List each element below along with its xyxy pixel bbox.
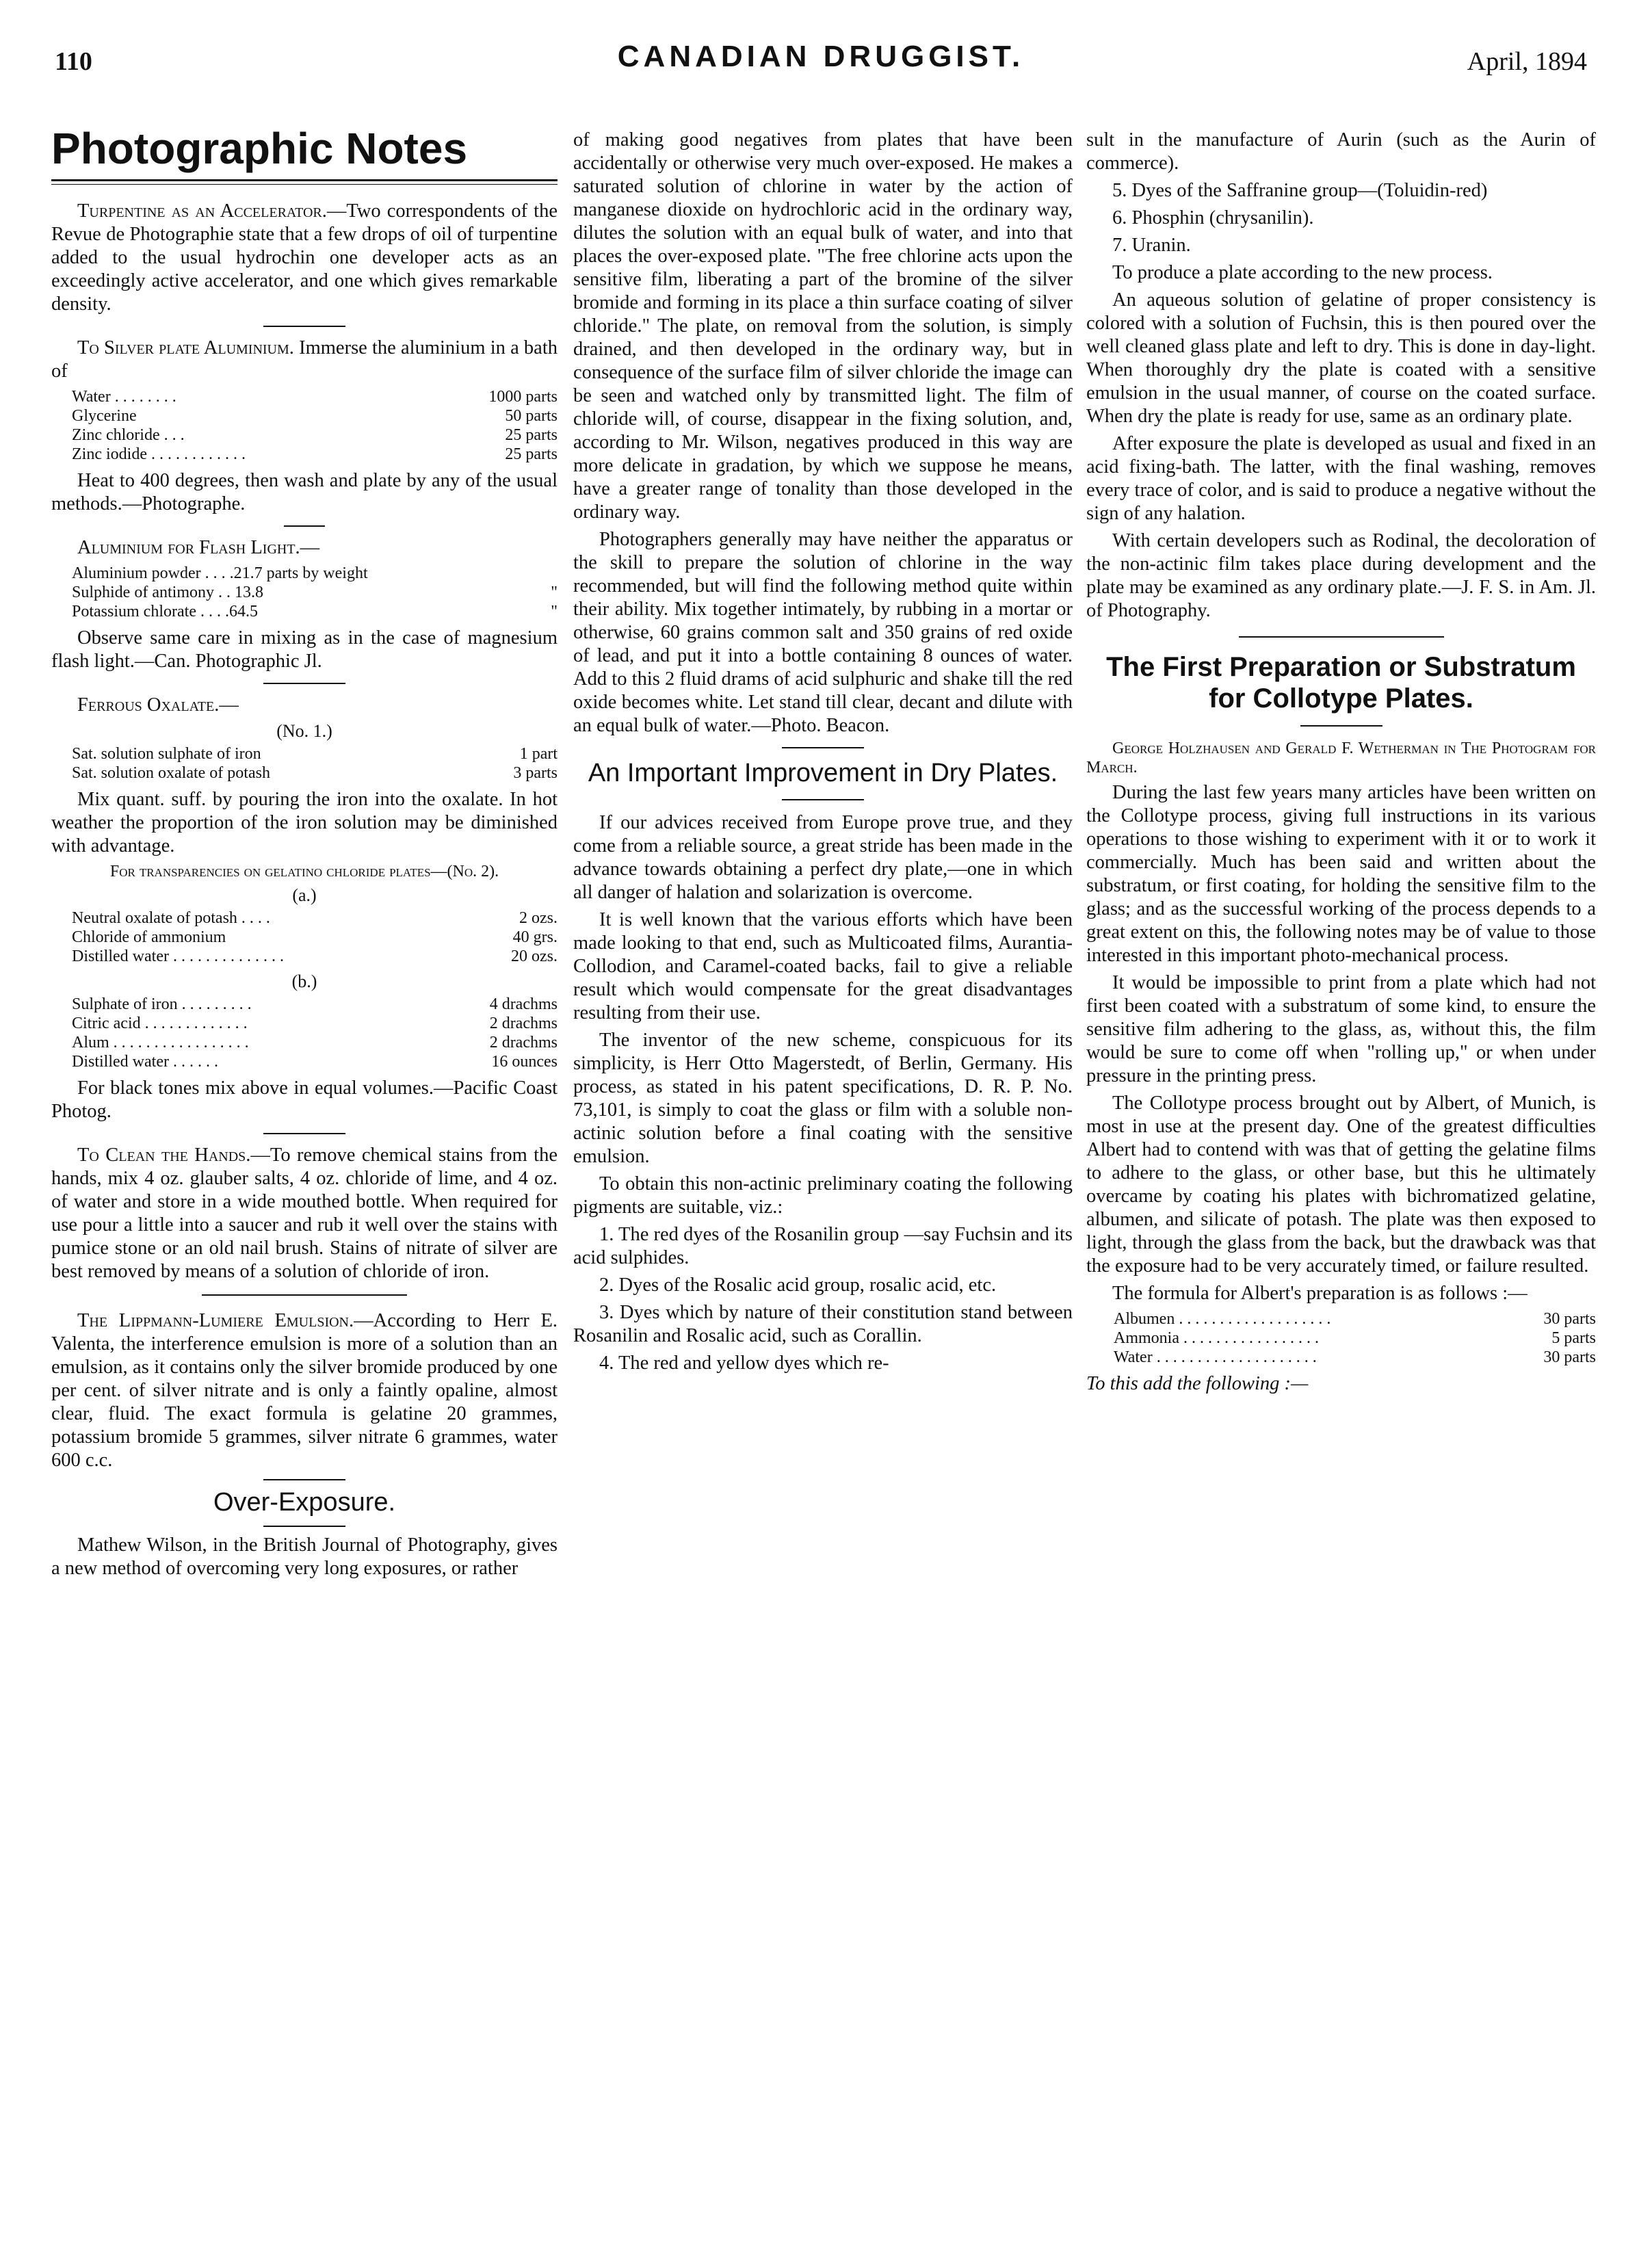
hands-heading: To Clean the Hands.: [77, 1145, 251, 1166]
table-row: Sat. solution oxalate of potash 3 parts: [72, 764, 558, 782]
collotype-heading: The First Preparation or Substratum for Collotype Plates.: [1106, 652, 1576, 714]
section-title: Photographic Notes: [51, 124, 468, 173]
turpentine-heading: Turpentine as an Accelerator.: [77, 200, 327, 222]
title-rule: [51, 179, 558, 185]
divider: [263, 1526, 345, 1527]
table-row: Distilled water . . . . . . 16 ounces: [72, 1053, 558, 1071]
list-item: 6. Phosphin (chrysanilin).: [1112, 207, 1314, 228]
divider: [263, 326, 345, 327]
table-row: Zinc chloride . . . 25 parts: [72, 426, 558, 444]
divider: [284, 525, 325, 527]
collotype-paragraph-3: The Collotype process brought out by Albert, of Munich, is most in use at the present day. One of the greatest difficulties Albert had to contend with was that of getting the gelatine films to adhere to the glass, or other base, but this he ultimately overcame by coating his plates with bichromatized gelatine, albumen, and silicate of potash. The plate was then exposed to light, through the glass from the back, but the drawback was that the exposure had to be very accurately timed, or failure resulted.: [1086, 1093, 1596, 1277]
page-number: 110: [55, 47, 92, 76]
part-a-label: (a.): [292, 885, 317, 905]
lippmann-text: —According to Herr E. Valenta, the interference emulsion is more of a solution than an emulsion, as it contains only the silver bromide produced by one per cent. of silver nitrate and is only a faintly opaline, almost clear, fluid. The exact formula is gelatine 20 grammes, potassium bromide 5 grammes, silver nitrate 6 grammes, water 600 c.c.: [51, 1310, 558, 1471]
column-3: [1086, 129, 1596, 1400]
list-item: 7. Uranin.: [1112, 235, 1191, 256]
flash-after: Observe same care in mixing as in the case of magnesium flash light.—Can. Photographic Jl.: [51, 627, 558, 672]
silver-after: Heat to 400 degrees, then wash and plate by any of the usual methods.—Photographe.: [51, 470, 558, 514]
table-row: Alum . . . . . . . . . . . . . . . . . 2 drachms: [72, 1034, 558, 1051]
list-item: 3. Dyes which by nature of their constitution stand between Rosanilin and Rosalic acid, such as Corallin.: [573, 1302, 1073, 1346]
table-row: Sulphide of antimony . . 13.8 ": [72, 584, 558, 601]
table-row: Potassium chlorate . . . .64.5 ": [72, 603, 558, 620]
table-row: Water . . . . . . . . 1000 parts: [72, 388, 558, 406]
table-row: Ammonia . . . . . . . . . . . . . . . . . 5 parts: [1114, 1329, 1596, 1347]
table-row: Chloride of ammonium 40 grs.: [72, 928, 558, 946]
trans-table-a: [72, 909, 558, 966]
ferrous-heading: Ferrous Oxalate.—: [77, 694, 239, 716]
ferrous-after: Mix quant. suff. by pouring the iron into the oxalate. In hot weather the proportion of the iron solution may be diminished with advantage.: [51, 789, 558, 857]
silver-paragraph: [51, 337, 558, 383]
process-paragraph-1: An aqueous solution of gelatine of proper consistency is colored with a solution of Fuchsin, this is then poured over the well cleaned glass plate and left to dry. This is done in day-light. When thoroughly dry the plate is coated with a sensitive emulsion in the usual manner, of course on the coated surface. When dry the plate is ready for use, same as an ordinary plate.: [1086, 289, 1596, 427]
process-intro: To produce a plate according to the new process.: [1112, 262, 1493, 283]
lippmann-heading: The Lippmann-Lumiere Emulsion.: [77, 1310, 354, 1331]
collotype-byline: George Holzhausen and Gerald F. Wetherman in The Photogram for March.: [1086, 740, 1596, 776]
list-item: 2. Dyes of the Rosalic acid group, rosalic acid, etc.: [599, 1275, 997, 1296]
list-item: 5. Dyes of the Saffranine group—(Toluidin-red): [1112, 180, 1488, 201]
masthead: CANADIAN DRUGGIST.: [617, 40, 1025, 73]
dry-plates-paragraph-4: To obtain this non-actinic preliminary coating the following pigments are suitable, viz.:: [573, 1173, 1073, 1218]
list-item: 4. The red and yellow dyes which re-: [599, 1352, 889, 1374]
dry-plates-paragraph-1: If our advices received from Europe prove true, and they come from a reliable source, a great stride has been made in the advance towards obtaining a perfect dry plate,—one in which all danger of halation and solarization is overcome.: [573, 812, 1073, 903]
transparencies-heading: For transparencies on gelatino chloride plates—(No. 2).: [109, 863, 499, 880]
over-exposure-text: Mathew Wilson, in the British Journal of Photography, gives a new method of overcoming very long exposures, or rather: [51, 1534, 558, 1579]
table-row: Sat. solution sulphate of iron 1 part: [72, 745, 558, 763]
collotype-paragraph-1: During the last few years many articles have been written on the Collotype process, giving full instructions in its various operations to those wishing to experiment with it or to work it commercially. Much has been said and written about the substratum, or first coating, for holding the sensitive film to the glass; and as the successful working of the process depends to a great extent on this, the following notes may be of value to those interested in this important photo-mechanical process.: [1086, 782, 1596, 966]
divider: [1300, 725, 1382, 727]
page-header: [55, 34, 1587, 75]
dry-plates-paragraph-3: The inventor of the new scheme, conspicuous for its simplicity, is Herr Otto Magerstedt, of Berlin, Germany. His process, as stated in his patent specifications, D. R. P. No. 73,101, is simply to coat the glass or film with a soluble non-actinic solution before a final coating with the sensitive emulsion.: [573, 1030, 1073, 1167]
ferrous-recipe-table: [72, 744, 558, 783]
issue-date: April, 1894: [1467, 47, 1587, 76]
flash-recipe-table: [72, 564, 558, 621]
turpentine-text: —Two correspondents of the Revue de Photographie state that a few drops of oil of turpentine added to the usual hydrochin one developer acts as an exceedingly active accelerator, and one which gives remarkable density.: [51, 200, 558, 315]
table-row: Albumen . . . . . . . . . . . . . . . . . . . 30 parts: [1114, 1310, 1596, 1328]
silver-heading: To Silver plate Aluminium.: [77, 337, 294, 358]
divider: [782, 747, 864, 748]
divider: [263, 1479, 345, 1480]
hands-paragraph: [51, 1144, 558, 1283]
ferrous-number: (No. 1.): [276, 721, 332, 741]
collotype-paragraph-4: The formula for Albert's preparation is as follows :—: [1112, 1283, 1528, 1304]
trans-after: For black tones mix above in equal volumes.—Pacific Coast Photog.: [51, 1077, 558, 1122]
trans-table-b: [72, 995, 558, 1071]
process-paragraph-2: After exposure the plate is developed as usual and fixed in an acid fixing-bath. The latter, with the final washing, removes every trace of color, and is said to produce a negative without the sign of any halation.: [1086, 433, 1596, 524]
divider: [1239, 636, 1444, 638]
flash-heading: Aluminium for Flash Light.—: [77, 537, 320, 558]
table-row: Neutral oxalate of potash . . . . 2 ozs.: [72, 909, 558, 927]
lippmann-paragraph: [51, 1309, 558, 1472]
column-2: [573, 129, 1073, 1379]
dry-plates-heading: An Important Improvement in Dry Plates.: [588, 759, 1058, 787]
overexposure-paragraph-2: Photographers generally may have neither the apparatus or the skill to prepare the solution of chlorine in the way recommended, but will find the following method quite within their ability. Mix together intimately, by rubbing in a mortar or otherwise, 60 grains common salt and 350 grains of red oxide of lead, and put it into a bottle containing 8 ounces of water. Add to this 2 fluid drams of acid sulphuric and shake till the red oxide becomes white. Let stand till clear, decant and dilute with an equal bulk of water.—Photo. Beacon.: [573, 529, 1073, 736]
table-row: Glycerine 50 parts: [72, 407, 558, 425]
table-row: Aluminium powder . . . .21.7 parts by weight: [72, 564, 368, 582]
divider: [782, 799, 864, 800]
collotype-paragraph-5: To this add the following :—: [1086, 1373, 1309, 1394]
divider: [202, 1294, 407, 1296]
hands-text: —To remove chemical stains from the hands, mix 4 oz. glauber salts, 4 oz. chloride of lime, and 4 oz. of water and store in a wide mouthed bottle. When required for use pour a little into a saucer and rub it well over the stains with pumice stone or an old nail brush. Stains of nitrate of silver are best removed by means of a solution of chloride of iron.: [51, 1145, 558, 1282]
divider: [263, 1133, 345, 1134]
list-item: 1. The red dyes of the Rosanilin group —say Fuchsin and its acid sulphides.: [573, 1224, 1073, 1268]
table-row: Water . . . . . . . . . . . . . . . . . . . . 30 parts: [1114, 1348, 1596, 1366]
table-row: Citric acid . . . . . . . . . . . . . 2 drachms: [72, 1015, 558, 1032]
albert-formula-table: [1114, 1309, 1596, 1367]
divider: [263, 683, 345, 684]
part-b-label: (b.): [291, 971, 317, 991]
table-row: Sulphate of iron . . . . . . . . . 4 drachms: [72, 995, 558, 1013]
turpentine-paragraph: [51, 200, 558, 316]
silver-recipe-table: [72, 387, 558, 464]
table-row: Distilled water . . . . . . . . . . . . . . 20 ozs.: [72, 947, 558, 965]
dry-plates-paragraph-2: It is well known that the various efforts which have been made looking to that end, such as Multicoated films, Aurantia-Collodion, and Caramel-coated backs, fail to give a reliable result which would compensate for the great disadvantages resulting from their use.: [573, 909, 1073, 1023]
over-exposure-heading: Over-Exposure.: [213, 1488, 396, 1517]
table-row: Zinc iodide . . . . . . . . . . . . 25 parts: [72, 445, 558, 463]
column-1: [51, 123, 558, 1584]
process-paragraph-3: With certain developers such as Rodinal, the decoloration of the non-actinic film takes place during development and the plate may be examined as any ordinary plate.—J. F. S. in Am. Jl. of Photography.: [1086, 530, 1596, 621]
overexposure-continued: of making good negatives from plates that have been accidentally or otherwise very much over-exposed. He makes a saturated solution of chlorine in water by the action of manganese dioxide on hydrochloric acid in the ordinary way, dilutes the solution with an equal bulk of water, and into that places the over-exposed plate. "The free chlorine acts upon the sensitive film, liberating a part of the bromine of the silver bromide and forming in its place a thin surface coating of silver chloride." The plate, on removal from the solution, is simply drained, and then developed in the ordinary way, but in consequence of the surface film of silver chloride the image can be seen and watched only by transmitted light. The film of chloride will, of course, disappear in the fixing solution, and, according to Mr. Wilson, negatives produced in this way are more delicate in gradation, by which we suppose he means, have a greater range of tonality than those developed in the ordinary way.: [573, 129, 1073, 523]
dry-plates-continued: sult in the manufacture of Aurin (such as the Aurin of commerce).: [1086, 129, 1596, 174]
collotype-paragraph-2: It would be impossible to print from a plate which had not first been coated with a substratum of some kind, to ensure the sensitive film adhering to the glass, as, without this, the film would be sure to come off when "rolling up," or when under pressure in the printing press.: [1086, 972, 1596, 1086]
silver-text: Immerse the aluminium in a bath of: [51, 337, 558, 382]
